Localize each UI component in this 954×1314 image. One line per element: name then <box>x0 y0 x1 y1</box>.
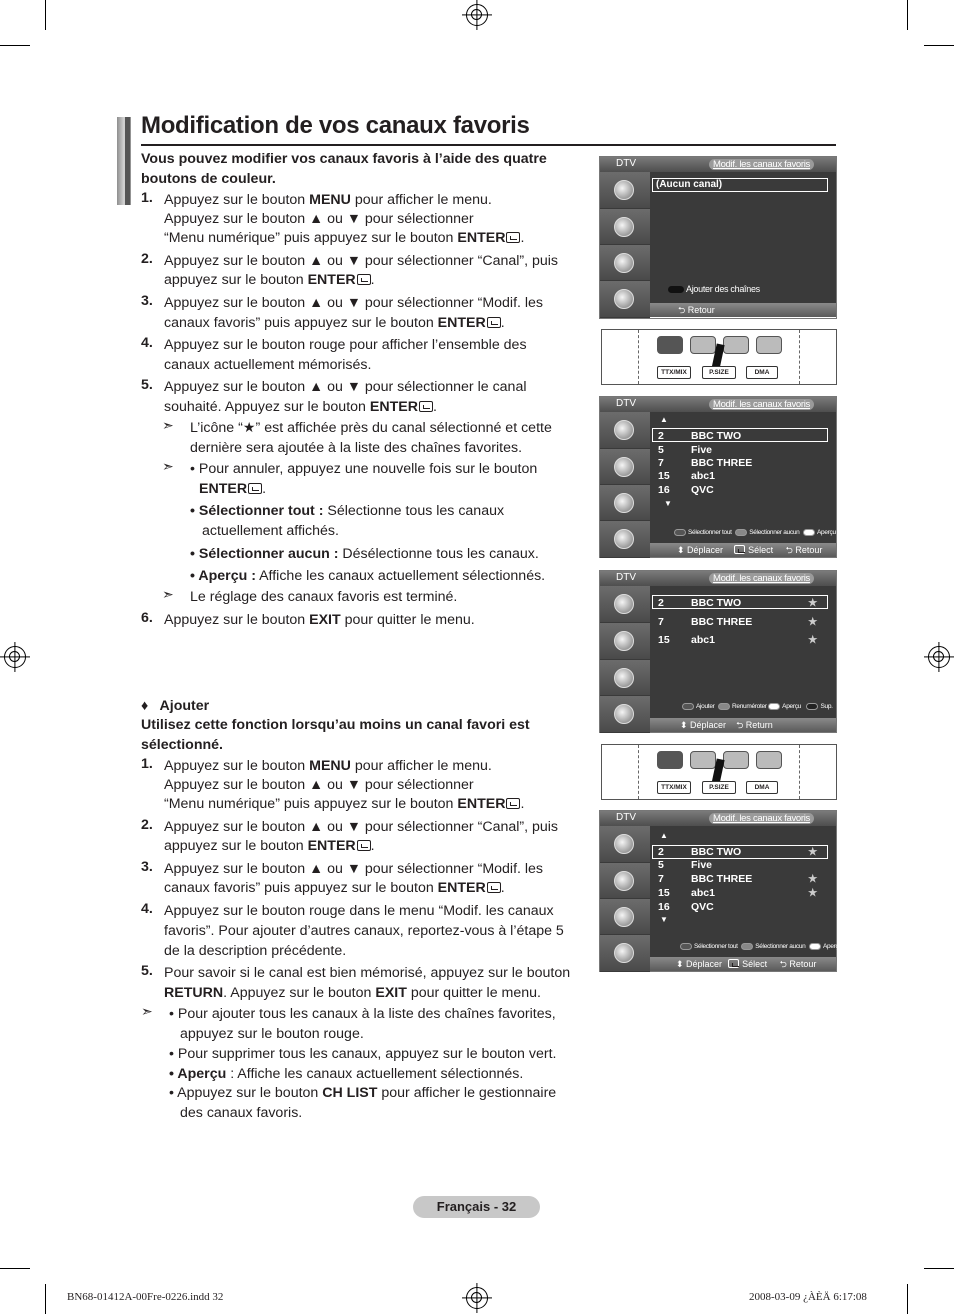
step-text: Appuyez sur le bouton ▲ ou ▼ pour sélectionner “Modif. les <box>164 861 544 877</box>
scroll-down-icon: ▼ <box>660 915 668 924</box>
step-number: 3. <box>141 293 153 309</box>
channel-name: QVC <box>691 484 714 496</box>
osd-input-icon <box>600 935 650 972</box>
bullet-preview: • Aperçu : Affiche les canaux actuellement sélectionnés. <box>190 568 546 584</box>
remote-key-psize: P.SIZE <box>702 781 736 794</box>
enter-icon <box>419 401 433 412</box>
osd-nav-bar: ⮌ Retour <box>650 303 836 317</box>
osd-header <box>600 811 836 826</box>
note-text: des canaux favoris. <box>180 1105 303 1121</box>
osd-setup-icon <box>600 485 650 521</box>
channel-name: BBC TWO <box>691 597 742 609</box>
osd-sound-icon <box>600 449 650 485</box>
osd-screen-channel-list-starred <box>599 810 842 972</box>
step-text: “Menu numérique” puis appuyez sur le bouton ENTER . <box>164 796 525 812</box>
print-slug-left: BN68-01412A-00Fre-0226.indd 32 <box>67 1291 224 1303</box>
note-text: • Pour ajouter tous les canaux à la liste des chaînes favorites, <box>169 1006 556 1022</box>
yellow-button-icon <box>809 943 821 950</box>
osd-list-item: (Aucun canal) <box>656 179 723 190</box>
yellow-button-icon <box>803 529 815 536</box>
yellow-button-icon <box>768 703 780 710</box>
note-text: • Pour annuler, appuyez une nouvelle fois sur le bouton <box>190 461 538 477</box>
channel-number: 2 <box>658 430 664 442</box>
osd-sidebar <box>600 826 650 972</box>
channel-name: BBC TWO <box>691 430 742 442</box>
osd-title: Modif. les canaux favoris <box>709 813 814 824</box>
page-title: Modification de vos canaux favoris <box>141 112 530 139</box>
green-button-icon <box>735 529 747 536</box>
note-text: • Aperçu : Affiche les canaux actuellement sélectionnés. <box>169 1066 524 1082</box>
channel-number: 15 <box>658 634 670 646</box>
osd-sound-icon <box>600 623 650 660</box>
osd-header <box>600 397 836 412</box>
enter-icon <box>357 274 371 285</box>
crop-mark <box>0 1268 30 1269</box>
channel-number: 7 <box>658 616 664 628</box>
osd-hints: Sélectionner tout Sélectionner aucun Aperçu <box>680 943 842 950</box>
osd-hints: Sélectionner tout Sélectionner aucun Aperçu <box>674 529 836 536</box>
section-heading: ♦ Ajouter <box>141 698 210 714</box>
step-text: “Menu numérique” puis appuyez sur le bouton ENTER . <box>164 230 525 246</box>
osd-nav-bar: ⬍ Déplacer Sélect ⮌ Retour <box>650 957 836 971</box>
osd-sidebar <box>600 172 650 318</box>
step-text: Appuyez sur le bouton ▲ ou ▼ pour sélectionner “Canal”, puis <box>164 253 559 269</box>
enter-icon <box>506 798 520 809</box>
crop-mark <box>907 0 908 30</box>
osd-main <box>650 826 842 958</box>
step-number: 1. <box>141 190 153 206</box>
step-text: Appuyez sur le bouton ▲ ou ▼ pour sélectionner <box>164 211 474 227</box>
osd-hint-add: Ajouter des chaînes <box>668 284 760 294</box>
step-text: canaux actuellement mémorisés. <box>164 357 372 373</box>
step-number: 3. <box>141 859 153 875</box>
channel-number: 16 <box>658 484 670 496</box>
osd-title: Modif. les canaux favoris <box>709 399 814 410</box>
enter-icon <box>487 317 501 328</box>
crop-mark <box>45 1284 46 1314</box>
channel-name: QVC <box>691 901 714 913</box>
step-text: appuyez sur le bouton ENTER . <box>164 272 375 288</box>
channel-number: 5 <box>658 859 664 871</box>
bullet-select-all-cont: actuellement affichés. <box>202 523 339 539</box>
osd-setup-icon <box>600 660 650 696</box>
osd-input-icon <box>600 521 650 558</box>
step-number: 1. <box>141 756 153 772</box>
step-text: canaux favoris” puis appuyez sur le bouton ENTER . <box>164 315 505 331</box>
channel-number: 7 <box>658 457 664 469</box>
step-text: souhaité. Appuyez sur le bouton ENTER . <box>164 399 437 415</box>
step-number: 2. <box>141 817 153 833</box>
channel-name: BBC THREE <box>691 616 753 628</box>
osd-picture-icon <box>600 172 650 209</box>
step-text: Appuyez sur le bouton ▲ ou ▼ pour sélectionner le canal <box>164 379 527 395</box>
bullet-select-none: • Sélectionner aucun : Désélectionne tous les canaux. <box>190 546 539 562</box>
enter-icon <box>357 840 371 851</box>
note-text: dernière sera ajoutée à la liste des chaînes favorites. <box>190 440 523 456</box>
osd-screen-favorites <box>599 570 837 733</box>
bullet-select-all: • Sélectionner tout : Sélectionne tous les canaux <box>190 503 505 519</box>
step-text: Pour savoir si le canal est bien mémorisé, appuyez sur le bouton <box>164 965 571 981</box>
step-text: Appuyez sur le bouton ▲ ou ▼ pour sélectionner “Canal”, puis <box>164 819 559 835</box>
remote-key-dma: DMA <box>746 366 778 379</box>
step-number: 5. <box>141 377 153 393</box>
favorite-star-icon: ★ <box>808 873 818 885</box>
osd-dtv-label: DTV <box>616 158 636 169</box>
title-underline <box>141 144 836 146</box>
title-accent-bar-inner <box>125 117 130 205</box>
channel-number: 2 <box>658 597 664 609</box>
green-button-icon <box>718 703 730 710</box>
crop-mark <box>924 1268 954 1269</box>
remote-key-dma: DMA <box>746 781 778 794</box>
channel-name: BBC THREE <box>691 873 753 885</box>
registration-mark-icon <box>928 646 950 668</box>
step-text: Appuyez sur le bouton ▲ ou ▼ pour sélectionner “Modif. les <box>164 295 544 311</box>
channel-number: 15 <box>658 887 670 899</box>
channel-name: Five <box>691 444 713 456</box>
enter-icon <box>487 882 501 893</box>
step-number: 5. <box>141 963 153 979</box>
scroll-up-icon: ▲ <box>660 415 668 424</box>
step-text: Appuyez sur le bouton EXIT pour quitter le menu. <box>164 612 475 628</box>
osd-header <box>600 571 836 586</box>
registration-mark-icon <box>4 646 26 668</box>
note-text: appuyez sur le bouton rouge. <box>180 1026 364 1042</box>
green-key-icon <box>690 336 716 354</box>
red-button-icon <box>680 943 692 950</box>
step-text: canaux favoris” puis appuyez sur le bouton ENTER . <box>164 880 505 896</box>
channel-number: 7 <box>658 873 664 885</box>
osd-title: Modif. les canaux favoris <box>709 573 814 584</box>
note-text: Le réglage des canaux favoris est terminé. <box>190 589 458 605</box>
channel-number: 5 <box>658 444 664 456</box>
blue-button-icon <box>806 703 818 710</box>
blue-key-icon <box>756 751 782 769</box>
registration-mark-icon <box>466 4 488 26</box>
channel-name: BBC THREE <box>691 457 753 469</box>
red-key-icon <box>657 336 683 354</box>
enter-icon <box>728 959 739 968</box>
page-number-badge: Français - 32 <box>413 1196 540 1218</box>
print-slug-right: 2008-03-09 ¿ÀÈÄ 6:17:08 <box>749 1291 867 1303</box>
channel-name: BBC TWO <box>691 846 742 858</box>
channel-number: 15 <box>658 470 670 482</box>
step-text: Appuyez sur le bouton ▲ ou ▼ pour sélectionner <box>164 777 474 793</box>
osd-main <box>650 172 836 303</box>
osd-dtv-label: DTV <box>616 398 636 409</box>
note-arrow-icon: ➣ <box>162 586 174 602</box>
section-subheading: Utilisez cette fonction lorsqu’au moins un canal favori est <box>141 717 530 733</box>
channel-name: Five <box>691 859 713 871</box>
step-text: Appuyez sur le bouton rouge dans le menu “Modif. les canaux <box>164 903 554 919</box>
note-arrow-icon: ➣ <box>141 1003 153 1019</box>
channel-name: abc1 <box>691 887 715 899</box>
section-subheading: sélectionné. <box>141 737 224 753</box>
osd-nav-bar: ⬍ Déplacer ⮌ Return <box>650 718 836 732</box>
step-text: RETURN. Appuyez sur le bouton EXIT pour quitter le menu. <box>164 985 541 1001</box>
step-number: 4. <box>141 335 153 351</box>
enter-icon <box>734 545 745 554</box>
osd-header <box>600 157 836 172</box>
red-button-icon <box>682 703 694 710</box>
osd-dtv-label: DTV <box>616 572 636 583</box>
red-button-icon <box>674 529 686 536</box>
osd-sound-icon <box>600 863 650 899</box>
osd-input-icon <box>600 281 650 318</box>
scroll-down-icon: ▼ <box>664 499 672 508</box>
osd-setup-icon <box>600 245 650 281</box>
crop-mark <box>924 45 954 46</box>
crop-mark <box>45 0 46 30</box>
intro-text: Vous pouvez modifier vos canaux favoris à l’aide des quatre boutons de couleur. <box>141 151 547 187</box>
note-arrow-icon: ➣ <box>162 458 174 474</box>
remote-key-psize: P.SIZE <box>702 366 736 379</box>
note-text: • Appuyez sur le bouton CH LIST pour afficher le gestionnaire <box>169 1085 557 1101</box>
osd-sound-icon <box>600 209 650 245</box>
remote-key-ttx: TTX/MIX <box>657 781 691 794</box>
registration-mark-icon <box>466 1287 488 1309</box>
crop-mark <box>0 45 30 46</box>
blue-key-icon <box>756 336 782 354</box>
osd-picture-icon <box>600 826 650 863</box>
osd-title: Modif. les canaux favoris <box>709 159 814 170</box>
step-number: 6. <box>141 610 153 626</box>
osd-sidebar <box>600 586 650 733</box>
note-text: • Pour supprimer tous les canaux, appuyez sur le bouton vert. <box>169 1046 557 1062</box>
channel-number: 2 <box>658 846 664 858</box>
osd-picture-icon <box>600 586 650 623</box>
favorite-star-icon: ★ <box>808 616 818 628</box>
yellow-key-icon <box>723 751 749 769</box>
remote-illustration <box>601 329 837 385</box>
step-number: 2. <box>141 251 153 267</box>
note-arrow-icon: ➣ <box>162 417 174 433</box>
remote-key-ttx: TTX/MIX <box>657 366 691 379</box>
channel-name: abc1 <box>691 634 715 646</box>
green-key-icon <box>690 751 716 769</box>
osd-main <box>650 412 836 544</box>
osd-dtv-label: DTV <box>616 812 636 823</box>
yellow-key-icon <box>723 336 749 354</box>
favorite-star-icon: ★ <box>808 597 818 609</box>
osd-main <box>650 586 836 718</box>
step-text: favoris”. Pour ajouter d’autres canaux, reportez-vous à l’étape 5 <box>164 923 564 939</box>
enter-icon <box>506 232 520 243</box>
step-text: Appuyez sur le bouton MENU pour afficher le menu. <box>164 758 492 774</box>
favorite-star-icon: ★ <box>808 634 818 646</box>
step-text: appuyez sur le bouton ENTER . <box>164 838 375 854</box>
step-text: Appuyez sur le bouton MENU pour afficher le menu. <box>164 192 492 208</box>
remote-illustration <box>601 744 837 800</box>
favorite-star-icon: ★ <box>808 846 818 858</box>
green-button-icon <box>741 943 753 950</box>
red-button-icon <box>668 286 684 293</box>
crop-mark <box>907 1284 908 1314</box>
enter-icon <box>248 483 262 494</box>
osd-picture-icon <box>600 412 650 449</box>
osd-nav-bar: ⬍ Déplacer Sélect ⮌ Retour <box>650 543 836 557</box>
step-text: de la description précédente. <box>164 943 347 959</box>
channel-name: abc1 <box>691 470 715 482</box>
osd-input-icon <box>600 696 650 733</box>
note-text: L’icône “★” est affichée près du canal sélectionné et cette <box>190 420 552 436</box>
red-key-icon <box>657 751 683 769</box>
osd-sidebar <box>600 412 650 558</box>
step-number: 4. <box>141 901 153 917</box>
osd-screen-channel-list <box>599 396 837 558</box>
scroll-up-icon: ▲ <box>660 831 668 840</box>
osd-screen-empty <box>599 156 837 319</box>
favorite-star-icon: ★ <box>808 887 818 899</box>
osd-setup-icon <box>600 899 650 935</box>
step-text: Appuyez sur le bouton rouge pour afficher l’ensemble des <box>164 337 527 353</box>
note-text: ENTER . <box>199 481 267 497</box>
osd-hints: Ajouter Renuméroter Aperçu Sup. <box>682 703 833 710</box>
channel-number: 16 <box>658 901 670 913</box>
